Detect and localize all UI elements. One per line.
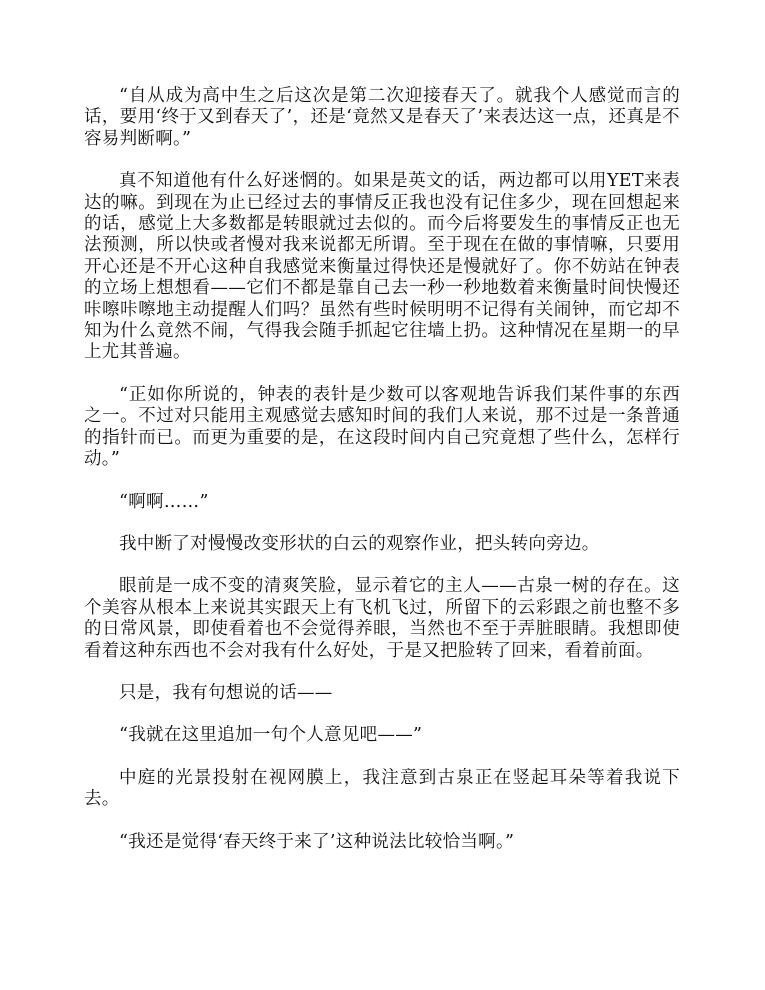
paragraph-9: 中庭的光景投射在视网膜上，我注意到古泉正在竖起耳朵等着我说下去。 — [84, 767, 680, 810]
paragraph-3: “正如你所说的，钟表的表针是少数可以客观地告诉我们某件事的东西之一。不过对只能用主观感觉去感知时间的我们人来说，那不过是一条普通的指针而已。而更为重要的是，在这段时间内自己究竟想了些什么，怎样行动。” — [84, 384, 680, 470]
paragraph-2: 真不知道他有什么好迷惘的。如果是英文的话，两边都可以用YET来表达的嘛。到现在为止已经过去的事情反正我也没有记住多少，现在回想起来的话，感觉上大多数都是转眼就过去似的。而今后将要发生的事情反正也无法预测，所以快或者慢对我来说都无所谓。至于现在在做的事情嘛，只要用开心还是不开心这种自我感觉来衡量过得快还是慢就好了。你不妨站在钟表的立场上想想看——它们不都是靠自己去一秒一秒地数着来衡量时间快慢还咔嚓咔嚓地主动提醒人们吗？虽然有些时候明明不记得有关闹钟，而它却不知为什么竟然不闹，气得我会随手抓起它往墙上扔。这种情况在星期一的早上尤其普遍。 — [84, 171, 680, 363]
paragraph-7: 只是，我有句想说的话—— — [119, 682, 333, 703]
paragraph-8: “我就在这里追加一句个人意见吧——” — [119, 725, 423, 746]
paragraph-5: 我中断了对慢慢改变形状的白云的观察作业，把头转向旁边。 — [119, 533, 600, 554]
document-page — [84, 86, 680, 853]
paragraph-6: 眼前是一成不变的清爽笑脸，显示着它的主人——古泉一树的存在。这个美容从根本上来说其实跟天上有飞机飞过，所留下的云彩跟之前也整不多的日常风景，即使看着也不会觉得养眼，当然也不至于弄脏眼睛。我想即使看着这种东西也不会对我有什么好处，于是又把脸转了回来，看着前面。 — [84, 576, 680, 661]
paragraph-1: “自从成为高中生之后这次是第二次迎接春天了。就我个人感觉而言的话，要用‘终于又到春天了’，还是‘竟然又是春天了’来表达这一点，还真是不容易判断啊。” — [84, 86, 680, 149]
paragraph-4: “啊啊……” — [119, 491, 209, 512]
paragraph-10: “我还是觉得‘春天终于来了’这种说法比较恰当啊。” — [119, 831, 515, 852]
